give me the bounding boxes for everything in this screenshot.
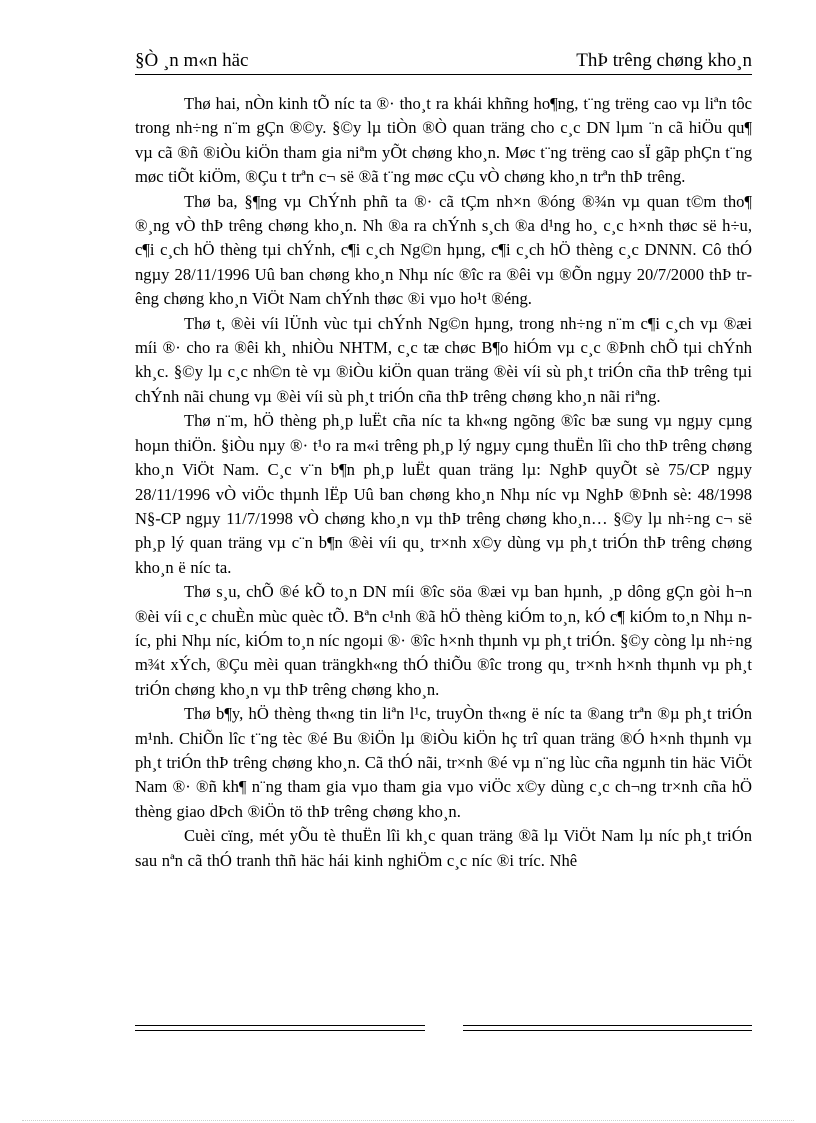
header-left-title: §Ò ¸n m«n häc bbox=[135, 50, 249, 71]
paragraph: Thø t, ®èi víi lÜnh vùc tµi chÝnh Ng©n hµng, trong nh÷ng n¨m c¶i c¸ch vµ ®æi míi ®· cho ra ®êi kh¸ nhiÒu NHTM, c¸c tæ chøc B¶o hiÓm vµ c¸c ®Þnh chÕ tµi chÝnh kh¸c. §©y lµ c¸c nh©n tè vµ ®iÒu kiÖn quan träng ®èi víi sù ph¸t triÓn cña thÞ trêng tµi chÝnh nãi chung vµ ®èi víi sù ph¸t triÓn cña thÞ trêng chøng kho¸n nãi riªng. bbox=[135, 313, 752, 406]
footer-rule-left bbox=[135, 1025, 425, 1031]
paragraph: Thø s¸u, chÕ ®é kÕ to¸n DN míi ®îc söa ®æi vµ ban hµnh, ¸p dông gÇn gòi h¬n ®èi víi c¸c chuÈn mùc quèc tÕ. Bªn c¹nh ®ã hÖ thèng kiÓm to¸n, kÓ c¶ kiÓm to¸n Nhµ níc, phi Nhµ níc, kiÓm to¸n níc ngoµi ®· ®îc h×nh thµnh vµ ph¸t triÓn. §©y còng lµ nh÷ng m¾t xÝch, ®Çu mèi quan trängkh«ng thÓ thiÕu ®îc trong qu¸ tr×nh h×nh thµnh vµ ph¸t triÓn chøng kho¸n vµ thÞ trêng chøng kho¸n. bbox=[135, 582, 752, 699]
paragraph: Thø n¨m, hÖ thèng ph¸p luËt cña níc ta kh«ng ngõng ®îc bæ sung vµ ngµy cµng hoµn thiÖn. §iÒu nµy ®· t¹o ra m«i trêng ph¸p lý ngµy cµng thuËn lîi cho thÞ trêng chøng kho¸n ViÖt Nam. C¸c v¨n b¶n ph¸p luËt quan träng lµ: NghÞ quyÕt sè 75/CP ngµy 28/11/1996 vÒ viÖc thµnh lËp Uû ban chøng kho¸n Nhµ níc vµ NghÞ ®Þnh sè: 48/1998 N§-CP ngµy 11/7/1998 vÒ chøng kho¸n vµ thÞ trêng chøng kho¸n… §©y lµ nh÷ng c¬ së ph¸p lý quan träng vµ c¨n b¶n ®èi víi qu¸ tr×nh x©y dùng vµ ph¸t triÓn thÞ trêng chøng kho¸n ë níc ta. bbox=[135, 411, 752, 577]
paragraph: Thø hai, nÒn kinh tÕ níc ta ®· tho¸t ra khái khñng ho¶ng, t¨ng trëng cao vµ liªn tôc trong nh÷ng n¨m gÇn ®©y. §©y lµ tiÒn ®Ò quan träng cho c¸c DN lµm ¨n cã hiÖu qu¶ vµ cã ®ñ ®iÒu kiÖn tham gia niªm yÕt chøng kho¸n. Møc t¨ng trëng cao sÏ gãp phÇn t¨ng møc tiÕt kiÖm, ®Çu t trªn c¬ së ®ã t¨ng møc cÇu vÒ chøng kho¸n trªn thÞ trêng. bbox=[135, 94, 752, 187]
header-right-title: ThÞ trêng chøng kho¸n bbox=[576, 50, 752, 71]
page-bottom-edge bbox=[22, 1120, 794, 1121]
page-header bbox=[135, 48, 752, 75]
paragraph: Thø b¶y, hÖ thèng th«ng tin liªn l¹c, truyÒn th«ng ë níc ta ®ang trªn ®µ ph¸t triÓn m¹nh. ChiÕn lîc t¨ng tèc ®é Bu ®iÖn lµ ®iÒu kiÖn hç trî quan träng ®Ó h×nh thµnh vµ ph¸t triÓn thÞ trêng chøng kho¸n. Cã thÓ nãi, tr×nh ®é vµ n¨ng lùc cña ngµnh tin häc ViÖt Nam ®· ®ñ kh¶ n¨ng tham gia vµo tham gia vµo viÖc x©y dùng c¸c ch¬ng tr×nh cña hÖ thèng giao dÞch ®iÖn tö thÞ trêng chøng kho¸n. bbox=[135, 704, 752, 821]
paragraph: Thø ba, §¶ng vµ ChÝnh phñ ta ®· cã tÇm nh×n ®óng ®¾n vµ quan t©m tho¶ ®¸ng vÒ thÞ trêng chøng kho¸n. Nh ®a ra chÝnh s¸ch ®a d¹ng ho¸ c¸c h×nh thøc së h÷u, c¶i c¸ch hÖ thèng tµi chÝnh, c¶i c¸ch Ng©n hµng, c¶i c¸ch hÖ thèng c¸c DNNN. Cô thÓ ngµy 28/11/1996 Uû ban chøng kho¸n Nhµ níc ®îc ra ®êi vµ ®Õn ngµy 20/7/2000 thÞ trêng chøng kho¸n ViÖt Nam chÝnh thøc ®i vµo ho¹t ®éng. bbox=[135, 191, 752, 309]
paragraph: Cuèi cïng, mét yÕu tè thuËn lîi kh¸c quan träng ®ã lµ ViÖt Nam lµ níc ph¸t triÓn sau nªn cã thÓ tranh thñ häc hái kinh nghiÖm c¸c níc ®i tríc. Nhê bbox=[135, 826, 752, 870]
document-body bbox=[135, 92, 752, 873]
footer-rule-right bbox=[463, 1025, 752, 1031]
